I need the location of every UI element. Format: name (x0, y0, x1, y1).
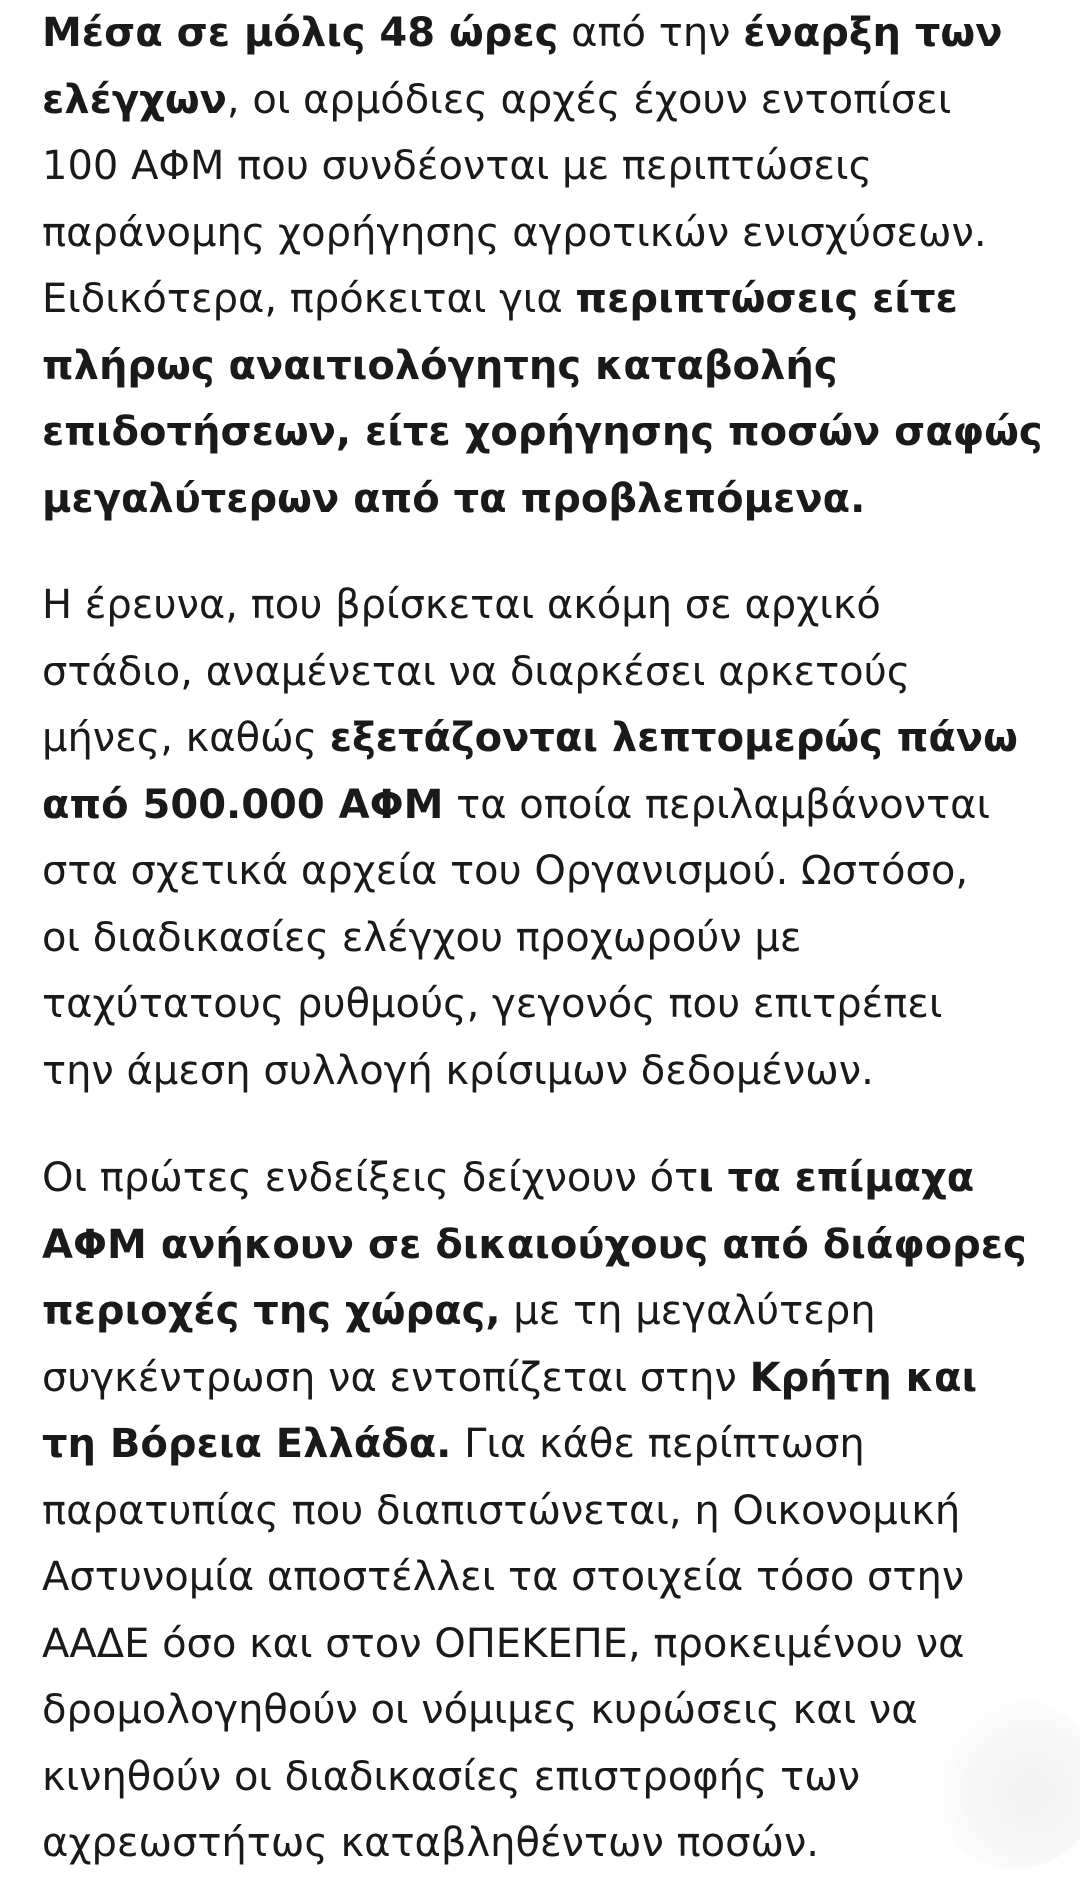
text-segment: Για κάθε περίπτωση (451, 1421, 865, 1467)
text-line (42, 399, 1052, 466)
text-segment: οι διαδικασίες ελέγχου προχωρούν με (42, 914, 802, 961)
text-line (42, 200, 1052, 267)
bold-text-segment: από 500.000 ΑΦΜ (42, 781, 444, 828)
text-segment: ΑΑΔΕ όσο και στον ΟΠΕΚΕΠΕ, προκειμένου να (42, 1620, 965, 1667)
text-line (42, 333, 1052, 400)
bold-text-segment: τη Βόρεια Ελλάδα. (42, 1421, 452, 1467)
text-line (42, 838, 1052, 905)
bold-text-segment: περιπτώσεις είτε (575, 276, 958, 322)
text-segment: παρατυπίας που διαπιστώνεται, η Οικονομική (42, 1487, 961, 1534)
bold-text-segment: επιδοτήσεων, είτε χορήγησης ποσών σαφώς (42, 409, 1043, 455)
text-segment: τα οποία περιλαμβάνονται (443, 781, 991, 828)
bold-text-segment: ι τα επίμαχα (698, 1155, 975, 1201)
text-line (42, 1611, 1052, 1678)
text-segment: από την (558, 10, 744, 56)
text-line (42, 1677, 1052, 1744)
text-segment: κινηθούν οι διαδικασίες επιστροφής των (42, 1753, 861, 1800)
text-line (42, 971, 1052, 1038)
text-line (42, 1810, 1052, 1877)
text-segment: με τη μεγαλύτερη (500, 1288, 876, 1334)
text-line (42, 466, 1052, 533)
text-segment: , οι αρμόδιες αρχές έχουν εντοπίσει (226, 76, 952, 123)
text-line (42, 905, 1052, 972)
text-line (42, 1145, 1052, 1212)
paragraph-3 (42, 1145, 1052, 1877)
text-segment: ταχύτατους ρυθμούς, γεγονός που επιτρέπει (42, 981, 943, 1027)
text-line (42, 1345, 1052, 1412)
text-segment: την άμεση συλλογή κρίσιμων δεδομένων. (42, 1047, 874, 1094)
text-segment: Ειδικότερα, πρόκειται για (42, 276, 576, 322)
text-line (42, 266, 1052, 333)
paragraph-2 (42, 572, 1052, 1104)
text-line (42, 1411, 1052, 1478)
text-segment: 100 ΑΦΜ που συνδέονται με περιπτώσεις (42, 143, 873, 189)
text-segment: παράνομης χορήγησης αγροτικών ενισχύσεων. (42, 209, 987, 256)
text-segment: δρομολογηθούν οι νόμιμες κυρώσεις και να (42, 1687, 918, 1733)
bold-text-segment: ελέγχων (42, 76, 227, 123)
bold-text-segment: εξετάζονται λεπτομερώς πάνω (329, 715, 1018, 761)
bold-text-segment: περιοχές της χώρας, (42, 1288, 501, 1334)
text-line (42, 1478, 1052, 1545)
text-line (42, 67, 1052, 134)
text-segment: Η έρευνα, που βρίσκεται ακόμη σε αρχικό (42, 582, 881, 628)
text-line (42, 572, 1052, 639)
bold-text-segment: μεγαλύτερων από τα προβλεπόμενα. (42, 475, 866, 522)
text-segment: Αστυνομία αποστέλλει τα στοιχεία τόσο στην (42, 1554, 965, 1600)
text-segment: στα σχετικά αρχεία του Οργανισμού. Ωστόσο, (42, 848, 969, 894)
text-line (42, 1544, 1052, 1611)
text-line (42, 0, 1052, 67)
bold-text-segment: ΑΦΜ ανήκουν σε δικαιούχους από διάφορες (42, 1221, 1027, 1268)
text-line (42, 1744, 1052, 1811)
text-segment: στάδιο, αναμένεται να διαρκέσει αρκετούς (42, 648, 911, 695)
bold-text-segment: Μέσα σε μόλις 48 ώρες (42, 10, 559, 56)
text-line (42, 1038, 1052, 1105)
text-line (42, 133, 1052, 200)
text-line (42, 772, 1052, 839)
bold-text-segment: Κρήτη και (749, 1354, 978, 1401)
text-segment: αχρεωστήτως καταβληθέντων ποσών. (42, 1820, 820, 1866)
paragraph-1 (42, 0, 1052, 532)
bold-text-segment: έναρξη των (743, 10, 1003, 56)
text-line (42, 705, 1052, 772)
text-segment: μήνες, καθώς (42, 715, 330, 761)
text-segment: συγκέντρωση να εντοπίζεται στην (42, 1354, 750, 1401)
bold-text-segment: πλήρως αναιτιολόγητης καταβολής (42, 342, 838, 389)
text-line (42, 1278, 1052, 1345)
text-line (42, 639, 1052, 706)
text-line (42, 1212, 1052, 1279)
text-segment: Οι πρώτες ενδείξεις δείχνουν ότ (42, 1155, 699, 1201)
